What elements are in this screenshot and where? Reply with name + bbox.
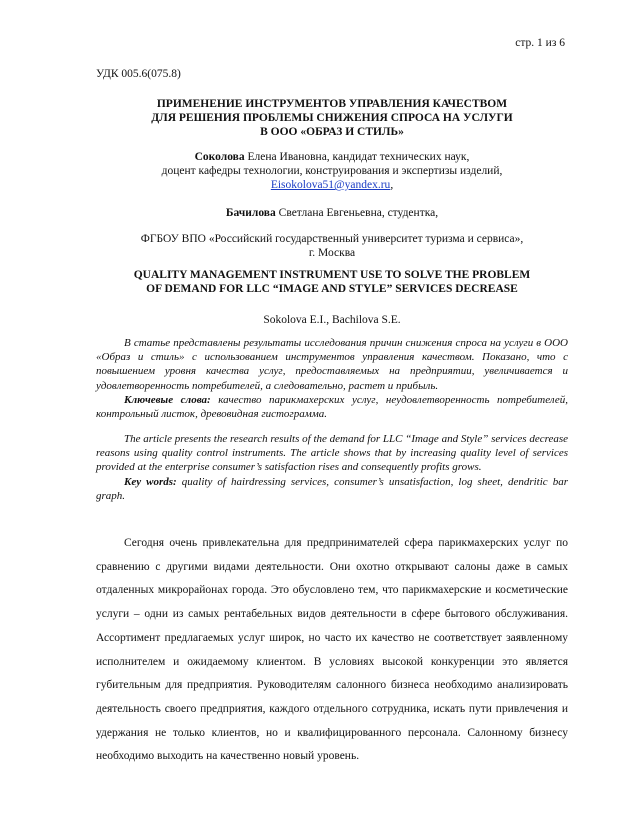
author-1-block: [96, 150, 568, 192]
title-en-line: QUALITY MANAGEMENT INSTRUMENT USE TO SOLVE THE PROBLEM: [133, 269, 531, 281]
email-suffix: ,: [390, 179, 394, 191]
title-ru-line: ДЛЯ РЕШЕНИЯ ПРОБЛЕМЫ СНИЖЕНИЯ СПРОСА НА УСЛУГИ: [151, 112, 513, 124]
keywords-ru-label: Ключевые слова:: [124, 393, 211, 406]
keywords-ru-list: качество парикмахерских услуг, неудовлетворенность потребителей, контрольный листок, древовидная гистограмма.: [96, 393, 569, 421]
affiliation-line-2: г. Москва: [308, 247, 356, 259]
author-1-email-line: [96, 178, 568, 192]
author-email-link[interactable]: Eisokolova51@yandex.ru: [270, 179, 391, 191]
title-en-line: OF DEMAND FOR LLC “IMAGE AND STYLE” SERVICES DECREASE: [146, 283, 518, 295]
title-russian: [96, 97, 568, 139]
keywords-en-label: Key words:: [124, 475, 177, 488]
body-paragraph: Сегодня очень привлекательна для предпринимателей сфера парикмахерских услуг по сравнению с другими видами деятельности. Они охотно открывают салоны даже в самых отдаленных микрорайонах города. Это обусловлено тем, что парикмахерские и косметические услуги – одни из самых рентабельных видов деятельности в сфере бытового обслуживания. Ассортимент предлагаемых услуг широк, но часто их качество не соответствует заявленному исполнителем и ожидаемому клиентом. В условиях высокой конкуренции это является губительным для предприятия. Руководителям салонного бизнеса необходимо анализировать деятельность своего предприятия, каждого отдельного сотрудника, искать пути привлечения и удержания не только клиентов, но и квалифицированного персонала. Салонному бизнесу необходимо выходить на качественно новый уровень.: [96, 537, 568, 763]
udc-code: УДК 005.6(075.8): [96, 68, 181, 80]
affiliation: [96, 232, 568, 260]
author-1-line: [96, 150, 568, 164]
keywords-ru: [96, 393, 568, 421]
keywords-en-list: quality of hairdressing services, consumer’s unsatisfaction, log sheet, dendritic bar graph.: [96, 475, 568, 502]
affiliation-line-1: ФГБОУ ВПО «Российский государственный университет туризма и сервиса»,: [140, 233, 524, 245]
page-number: стр. 1 из 6: [515, 37, 565, 49]
abstract-russian: [96, 336, 568, 421]
authors-english: Sokolova E.I., Bachilova S.E.: [263, 314, 401, 326]
keywords-en: [96, 475, 568, 503]
abstract-en-text: The article presents the research results of the demand for LLC “Image and Style” services decrease reasons using quality control instruments. The article shows that by increasing quality level of services provided at the enterprise consumer’s satisfaction rises and consequently profits grows.: [96, 433, 568, 474]
title-ru-line: ПРИМЕНЕНИЕ ИНСТРУМЕНТОВ УПРАВЛЕНИЯ КАЧЕСТВОМ: [156, 98, 508, 110]
abstract-english: [96, 432, 568, 503]
author-1-position: доцент кафедры технологии, конструирования и экспертизы изделий,: [161, 165, 503, 177]
author-1-surname: Соколова: [194, 151, 245, 163]
author-2-details: Светлана Евгеньевна, студентка,: [275, 207, 439, 219]
author-2-block: [96, 206, 568, 220]
body-text: [96, 532, 568, 769]
author-2-surname: Бачилова: [225, 207, 276, 219]
title-ru-line: В ООО «ОБРАЗ И СТИЛЬ»: [260, 126, 404, 138]
author-1-details: Елена Ивановна, кандидат технических наук,: [244, 151, 470, 163]
title-english: [96, 268, 568, 296]
abstract-ru-text: В статье представлены результаты исследования причин снижения спроса на услуги в ООО «Образ и стиль» с использованием инструментов управления качеством. Показано, что с повышением уровня качества услуг, предоставляемых на предприятии, увеличивается и удовлетворенность потребителей, а следовательно, растет и прибыль.: [96, 337, 568, 392]
